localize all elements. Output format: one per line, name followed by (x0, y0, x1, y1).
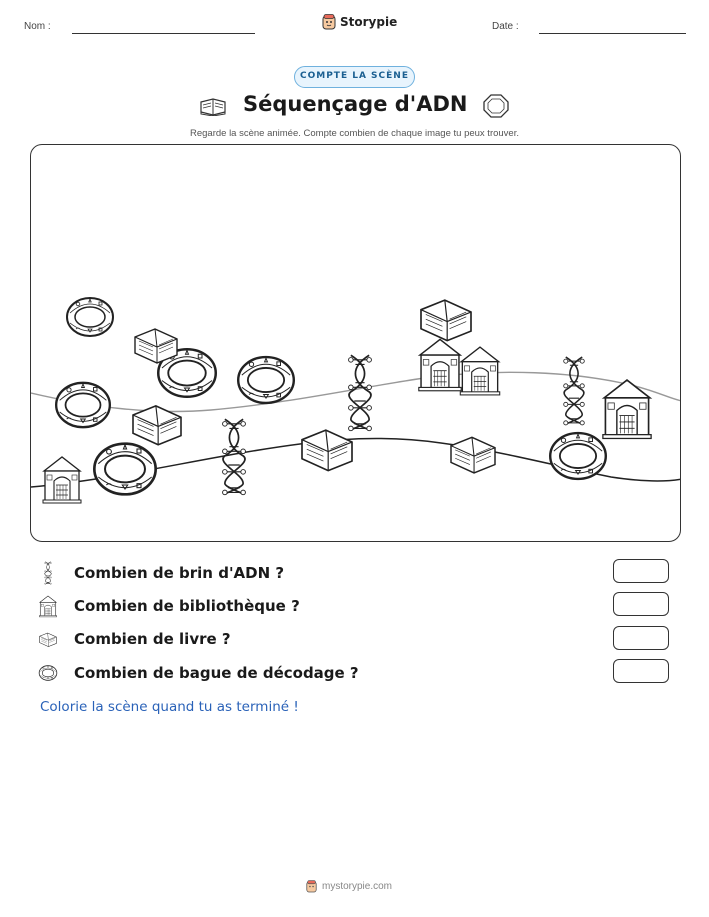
question-row-dna (38, 561, 284, 585)
brand-logo (322, 14, 397, 30)
coloring-scene[interactable] (30, 144, 681, 542)
decoder-ring-icon (51, 377, 115, 433)
question-text: Combien de bague de décodage ? (74, 664, 359, 682)
page-title: Séquençage d'ADN (243, 92, 468, 116)
brand-name: Storypie (340, 15, 398, 29)
answer-box-library[interactable] (613, 592, 669, 616)
dna-strand-icon (341, 353, 379, 433)
instructions: Regarde la scène animée. Compte combien de chaque image tu peux trouver. (189, 128, 519, 139)
book-icon (131, 323, 181, 365)
question-row-book (38, 627, 231, 651)
date-label: Date : (492, 21, 519, 32)
book-icon (446, 431, 500, 475)
coloring-note: Colorie la scène quand tu as terminé ! (40, 699, 299, 715)
dna-strand-icon (215, 417, 253, 497)
footer (306, 880, 392, 893)
name-label: Nom : (24, 21, 51, 32)
library-icon (455, 343, 505, 397)
octagon-title-icon (482, 93, 510, 119)
book-title-icon (199, 96, 227, 116)
answer-box-ring[interactable] (613, 659, 669, 683)
decoder-ring-icon (64, 293, 116, 341)
answer-box-dna[interactable] (613, 559, 669, 583)
dna-strand-icon (557, 355, 591, 427)
ring-icon (38, 661, 58, 685)
storypie-mascot-icon (306, 880, 317, 893)
question-text: Combien de bibliothèque ? (74, 597, 300, 615)
footer-url[interactable]: mystorypie.com (322, 881, 393, 892)
activity-badge: COMPTE LA SCÈNE (294, 66, 415, 88)
book-icon (38, 627, 58, 651)
question-row-ring (38, 661, 359, 685)
library-icon (598, 375, 656, 441)
question-row-library (38, 594, 300, 618)
name-line[interactable] (72, 33, 255, 34)
library-icon (38, 594, 58, 618)
decoder-ring-icon (233, 351, 299, 409)
answer-box-book[interactable] (613, 626, 669, 650)
question-text: Combien de brin d'ADN ? (74, 564, 285, 582)
storypie-mascot-icon (322, 14, 336, 30)
dna-icon (38, 561, 58, 585)
date-line[interactable] (539, 33, 686, 34)
library-icon (39, 453, 85, 505)
question-text: Combien de livre ? (74, 630, 231, 648)
book-icon (127, 399, 187, 447)
